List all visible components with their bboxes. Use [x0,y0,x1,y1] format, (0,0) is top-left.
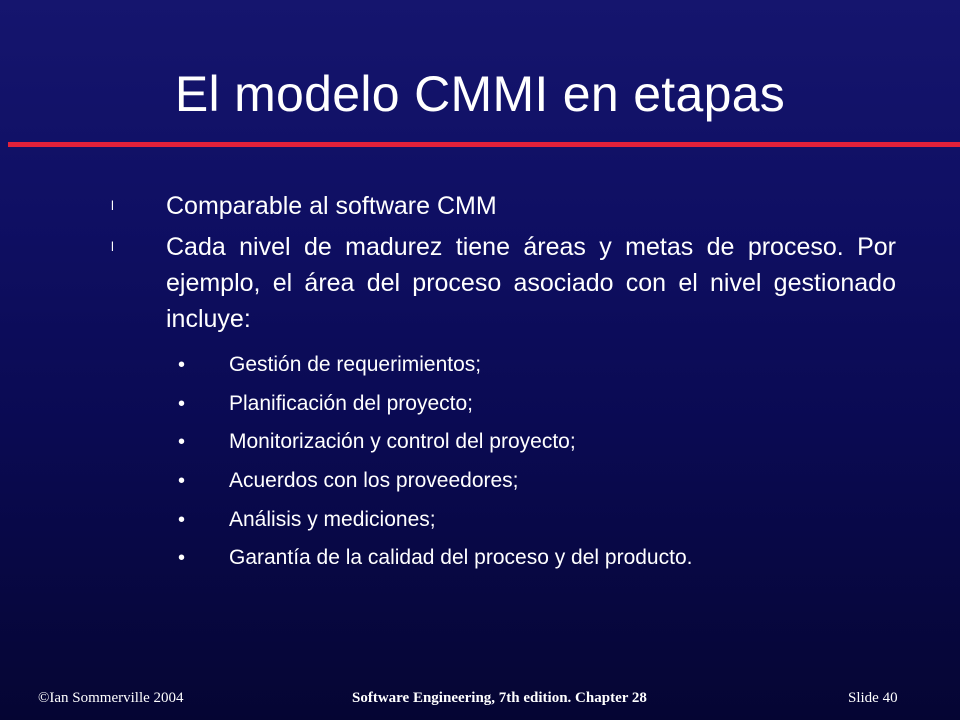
sub-bullet-marker-icon: • [178,509,186,531]
sub-bullet-text: Monitorización y control del proyecto; [229,430,576,453]
sub-bullet-item [178,350,909,380]
sub-bullet-marker-icon: • [178,547,186,569]
bullet-item [111,229,896,337]
slide-title: El modelo CMMI en etapas [174,66,786,122]
sub-bullet-marker-icon: • [178,354,186,376]
bullet-item [111,188,896,224]
footer-copyright: ©Ian Sommerville 2004 [38,690,184,706]
sub-bullet-text: Acuerdos con los proveedores; [229,469,519,492]
sub-bullet-text: Garantía de la calidad del proceso y del producto. [229,546,693,569]
sub-bullet-marker-icon: • [178,393,186,415]
sub-bullet-item [178,505,909,535]
sub-bullet-text: Planificación del proyecto; [229,392,473,415]
footer-slide-number: Slide 40 [848,690,898,706]
bullet-text: Cada nivel de madurez tiene áreas y metas de proceso. Por ejemplo, el área del proceso asociado con el nivel gestionado incluye: [166,233,896,333]
sub-bullet-item [178,466,909,496]
sub-bullet-item [178,543,909,573]
bullet-marker-icon: l [111,239,114,254]
footer-book-title: Software Engineering, 7th edition. Chapter 28 [352,690,647,706]
sub-bullet-text: Análisis y mediciones; [229,508,436,531]
sub-bullet-marker-icon: • [178,470,186,492]
bullet-text: Comparable al software CMM [166,192,497,220]
sub-bullet-text: Gestión de requerimientos; [229,353,482,376]
sub-bullet-item [178,427,909,457]
bullet-marker-icon: l [111,198,114,213]
sub-bullet-item [178,389,909,419]
sub-bullet-marker-icon: • [178,431,186,453]
